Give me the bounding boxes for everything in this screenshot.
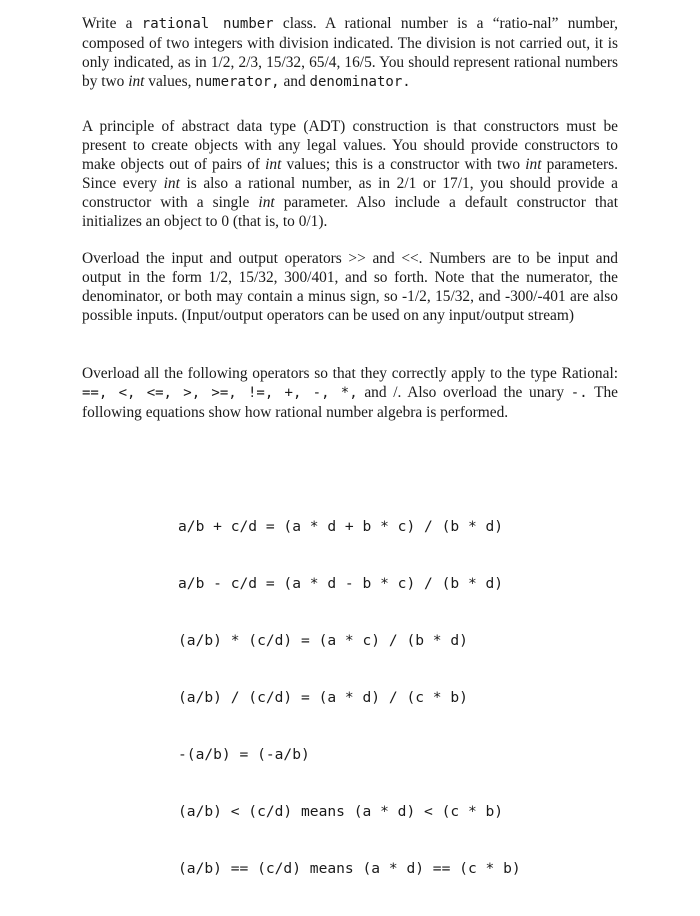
paragraph-rational-class: [82, 14, 618, 92]
text: parameters. Since every: [82, 156, 619, 192]
text: class. A rational number is a “ratio-nal” number, composed of two integers with division indicated. The division is not carried out, it is only indicated, as in 1/2, 2/3, 15/32, 65/4, 16/5. You should represent rational numbers by two: [82, 15, 618, 90]
text: values,: [144, 73, 196, 90]
equation-line: (a/b) / (c/d) = (a * d) / (c * b): [178, 689, 468, 706]
code-operators: ==, <, <=, >, >=, !=, +, -, *,: [82, 385, 358, 401]
paragraph-constructors: [82, 117, 618, 231]
code-term: denominator.: [309, 74, 411, 90]
equation-line: -(a/b) = (-a/b): [178, 746, 310, 763]
italic-term: int: [163, 175, 180, 192]
equations-block: [178, 479, 521, 916]
text: Overload all the following operators so that they correctly apply to the type Rational:: [82, 365, 618, 382]
paragraph-io-operators: [82, 249, 618, 325]
italic-term: int: [525, 156, 542, 173]
text: values; this is a constructor with two: [281, 156, 526, 173]
italic-term: int: [128, 73, 145, 90]
italic-term: int: [265, 156, 282, 173]
equation-line: (a/b) < (c/d) means (a * d) < (c * b): [178, 803, 504, 820]
code-operator: -.: [570, 385, 588, 401]
code-term: rational number: [141, 16, 274, 32]
italic-term: int: [258, 194, 275, 211]
equation-line: a/b - c/d = (a * d - b * c) / (b * d): [178, 575, 504, 592]
text: Overload the input and output operators >> and <<. Numbers are to be input and output in the form 1/2, 15/32, 300/401, and so forth. Note that the numerator, the denominator, or both may contain a minus sign, so -1/2, 15/32, and -300/-401 are also possible inputs. (Input/output operators can be used on any input/output stream): [82, 250, 618, 324]
equation-line: (a/b) * (c/d) = (a * c) / (b * d): [178, 632, 468, 649]
text: The following equations show how rational number algebra is performed.: [82, 384, 619, 421]
code-term: numerator,: [195, 74, 280, 90]
text: and /. Also overload the unary: [357, 384, 571, 401]
paragraph-operator-overloads: [82, 364, 618, 422]
text: A principle of abstract data type (ADT) construction is that constructors must be present to create objects with any legal values. You should provide constructors to make objects out of pairs of: [82, 118, 618, 173]
text: is also a rational number, as in 2/1 or 17/1, you should provide a constructor with a single: [82, 175, 618, 211]
text: and: [279, 73, 310, 90]
text: parameter. Also include a default constructor that initializes an object to 0 (that is, to 0/1).: [82, 194, 618, 230]
equation-line: (a/b) == (c/d) means (a * d) == (c * b): [178, 860, 521, 877]
text: Write a: [82, 15, 142, 32]
equation-line: a/b + c/d = (a * d + b * c) / (b * d): [178, 518, 504, 535]
